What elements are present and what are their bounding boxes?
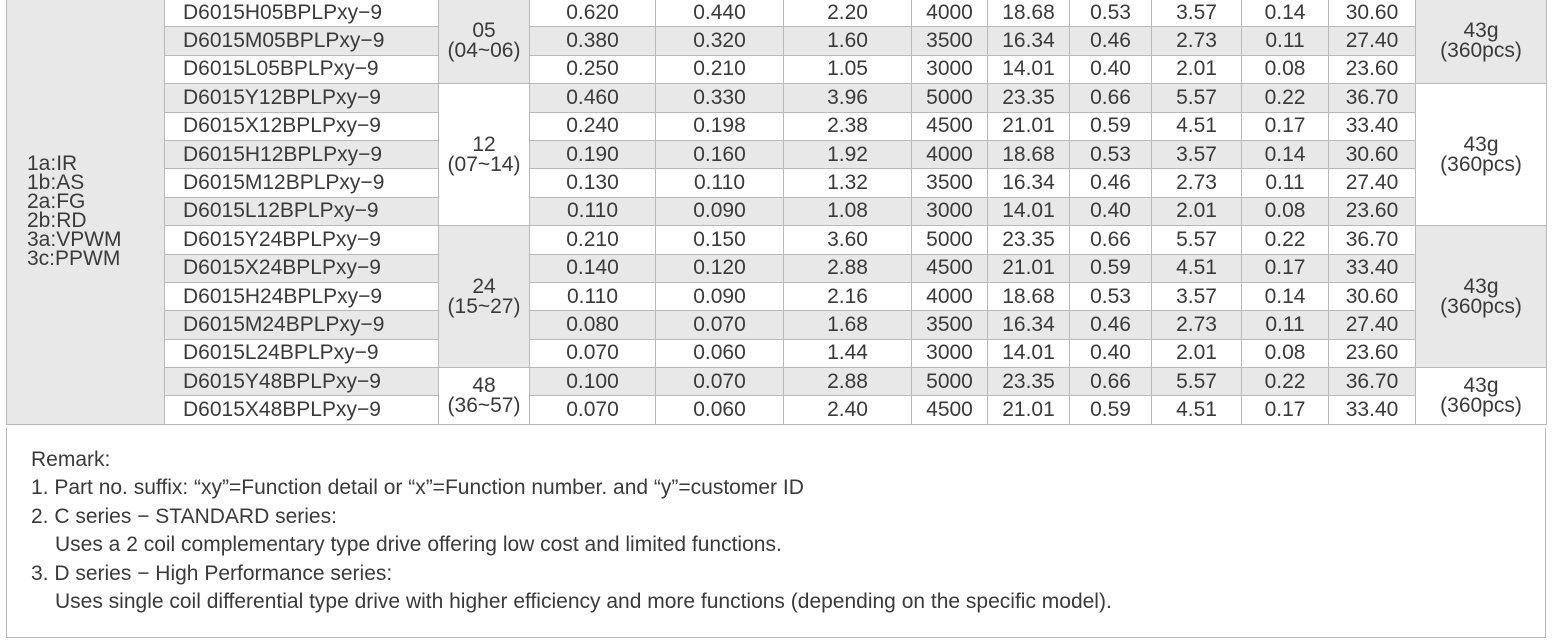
pressure-inh2o-cell: 0.17 xyxy=(1242,396,1329,424)
part-number-cell: D6015L05BPLPxy−9 xyxy=(165,55,439,83)
rated-voltage: 05 xyxy=(472,19,496,43)
pressure-inh2o-cell: 0.11 xyxy=(1242,27,1329,55)
table-row xyxy=(7,226,1547,254)
airflow-cfm-cell: 18.68 xyxy=(988,0,1070,27)
airflow-cfm-cell: 21.01 xyxy=(988,254,1070,282)
airflow-cmm-cell: 0.53 xyxy=(1070,0,1152,27)
pack-quantity: (360pcs) xyxy=(1440,294,1522,318)
airflow-cfm-cell: 14.01 xyxy=(988,197,1070,225)
pressure-mmh2o-cell: 2.01 xyxy=(1152,339,1242,367)
speed-cell: 3500 xyxy=(912,27,988,55)
rated-voltage: 12 xyxy=(472,132,496,156)
weight-cell xyxy=(1416,0,1547,84)
table-row xyxy=(7,197,1547,225)
pressure-mmh2o-cell: 5.57 xyxy=(1152,84,1242,112)
part-number-cell: D6015X12BPLPxy−9 xyxy=(165,112,439,140)
airflow-cmm-cell: 0.66 xyxy=(1070,84,1152,112)
speed-cell: 5000 xyxy=(912,368,988,396)
pressure-inh2o-cell: 0.17 xyxy=(1242,254,1329,282)
airflow-cmm-cell: 0.46 xyxy=(1070,27,1152,55)
pressure-inh2o-cell: 0.08 xyxy=(1242,339,1329,367)
rated-voltage-cell xyxy=(439,0,530,84)
power-cell: 3.96 xyxy=(784,84,912,112)
airflow-cmm-cell: 0.40 xyxy=(1070,55,1152,83)
rated-current-cell: 0.140 xyxy=(530,254,656,282)
noise-cell: 23.60 xyxy=(1329,197,1416,225)
current-cell: 0.110 xyxy=(656,169,784,197)
table-row xyxy=(7,368,1547,396)
airflow-cfm-cell: 14.01 xyxy=(988,339,1070,367)
speed-cell: 5000 xyxy=(912,226,988,254)
table-row xyxy=(7,84,1547,112)
airflow-cmm-cell: 0.59 xyxy=(1070,112,1152,140)
weight: 43g xyxy=(1463,373,1499,397)
current-cell: 0.090 xyxy=(656,197,784,225)
power-cell: 2.88 xyxy=(784,368,912,396)
airflow-cfm-cell: 16.34 xyxy=(988,169,1070,197)
airflow-cfm-cell: 18.68 xyxy=(988,282,1070,310)
airflow-cfm-cell: 23.35 xyxy=(988,84,1070,112)
rated-voltage-cell xyxy=(439,84,530,226)
current-cell: 0.150 xyxy=(656,226,784,254)
current-cell: 0.060 xyxy=(656,339,784,367)
current-cell: 0.160 xyxy=(656,140,784,168)
spec-table-body xyxy=(7,0,1547,424)
rated-voltage-cell xyxy=(439,368,530,425)
power-cell: 1.60 xyxy=(784,27,912,55)
pressure-mmh2o-cell: 3.57 xyxy=(1152,0,1242,27)
rated-current-cell: 0.380 xyxy=(530,27,656,55)
speed-cell: 4500 xyxy=(912,254,988,282)
current-cell: 0.070 xyxy=(656,311,784,339)
pack-quantity: (360pcs) xyxy=(1440,39,1522,63)
pressure-inh2o-cell: 0.11 xyxy=(1242,169,1329,197)
noise-cell: 27.40 xyxy=(1329,311,1416,339)
speed-cell: 4000 xyxy=(912,0,988,27)
remark-line-4: 3. D series − High Performance series: xyxy=(31,561,393,585)
remark-line-5: Uses single coil differential type drive with higher efficiency and more functions (depending on the specific model). xyxy=(55,590,1112,614)
rated-current-cell: 0.130 xyxy=(530,169,656,197)
table-row xyxy=(7,311,1547,339)
rated-voltage: 24 xyxy=(472,274,496,298)
voltage-range: (04~06) xyxy=(447,39,521,63)
airflow-cmm-cell: 0.59 xyxy=(1070,396,1152,424)
power-cell: 3.60 xyxy=(784,226,912,254)
function-code: 1b:AS xyxy=(27,171,85,195)
pressure-inh2o-cell: 0.14 xyxy=(1242,140,1329,168)
airflow-cmm-cell: 0.53 xyxy=(1070,282,1152,310)
current-cell: 0.210 xyxy=(656,55,784,83)
speed-cell: 4500 xyxy=(912,396,988,424)
current-cell: 0.120 xyxy=(656,254,784,282)
pack-quantity: (360pcs) xyxy=(1440,152,1522,176)
remarks-section xyxy=(6,428,1546,638)
part-number-cell: D6015Y24BPLPxy−9 xyxy=(165,226,439,254)
current-cell: 0.330 xyxy=(656,84,784,112)
table-row xyxy=(7,339,1547,367)
table-row xyxy=(7,112,1547,140)
noise-cell: 33.40 xyxy=(1329,396,1416,424)
noise-cell: 30.60 xyxy=(1329,140,1416,168)
pressure-inh2o-cell: 0.08 xyxy=(1242,55,1329,83)
power-cell: 1.32 xyxy=(784,169,912,197)
airflow-cfm-cell: 23.35 xyxy=(988,368,1070,396)
function-codes-cell xyxy=(7,0,165,424)
voltage-range: (15~27) xyxy=(447,294,521,318)
weight: 43g xyxy=(1463,19,1499,43)
rated-current-cell: 0.240 xyxy=(530,112,656,140)
part-number-cell: D6015X24BPLPxy−9 xyxy=(165,254,439,282)
table-row xyxy=(7,0,1547,27)
pressure-mmh2o-cell: 4.51 xyxy=(1152,112,1242,140)
part-number-cell: D6015X48BPLPxy−9 xyxy=(165,396,439,424)
table-row xyxy=(7,140,1547,168)
pressure-mmh2o-cell: 4.51 xyxy=(1152,254,1242,282)
pressure-inh2o-cell: 0.14 xyxy=(1242,0,1329,27)
airflow-cmm-cell: 0.59 xyxy=(1070,254,1152,282)
airflow-cmm-cell: 0.66 xyxy=(1070,226,1152,254)
pressure-mmh2o-cell: 5.57 xyxy=(1152,226,1242,254)
weight: 43g xyxy=(1463,132,1499,156)
part-number-cell: D6015H05BPLPxy−9 xyxy=(165,0,439,27)
weight-cell xyxy=(1416,368,1547,425)
noise-cell: 36.70 xyxy=(1329,226,1416,254)
table-row xyxy=(7,254,1547,282)
airflow-cmm-cell: 0.40 xyxy=(1070,197,1152,225)
rated-voltage-cell xyxy=(439,226,530,368)
table-row xyxy=(7,27,1547,55)
pressure-mmh2o-cell: 2.73 xyxy=(1152,169,1242,197)
pressure-inh2o-cell: 0.22 xyxy=(1242,226,1329,254)
function-code: 3c:PPWM xyxy=(27,247,121,271)
speed-cell: 5000 xyxy=(912,84,988,112)
airflow-cfm-cell: 23.35 xyxy=(988,226,1070,254)
speed-cell: 4000 xyxy=(912,282,988,310)
airflow-cfm-cell: 16.34 xyxy=(988,27,1070,55)
noise-cell: 36.70 xyxy=(1329,368,1416,396)
remark-line-1: 1. Part no. suffix: “xy”=Function detail or “x”=Function number. and “y”=customer ID xyxy=(31,476,804,500)
remark-line-2: 2. C series − STANDARD series: xyxy=(31,504,337,528)
function-code: 3a:VPWM xyxy=(27,228,122,252)
speed-cell: 4500 xyxy=(912,112,988,140)
current-cell: 0.320 xyxy=(656,27,784,55)
part-number-cell: D6015M12BPLPxy−9 xyxy=(165,169,439,197)
table-row xyxy=(7,169,1547,197)
speed-cell: 4000 xyxy=(912,140,988,168)
noise-cell: 27.40 xyxy=(1329,169,1416,197)
pressure-inh2o-cell: 0.08 xyxy=(1242,197,1329,225)
rated-current-cell: 0.070 xyxy=(530,339,656,367)
voltage-range: (36~57) xyxy=(447,393,521,417)
part-number-cell: D6015L12BPLPxy−9 xyxy=(165,197,439,225)
airflow-cmm-cell: 0.40 xyxy=(1070,339,1152,367)
power-cell: 1.08 xyxy=(784,197,912,225)
pressure-mmh2o-cell: 4.51 xyxy=(1152,396,1242,424)
pressure-mmh2o-cell: 2.73 xyxy=(1152,27,1242,55)
speed-cell: 3500 xyxy=(912,169,988,197)
pressure-mmh2o-cell: 3.57 xyxy=(1152,282,1242,310)
part-number-cell: D6015H24BPLPxy−9 xyxy=(165,282,439,310)
airflow-cfm-cell: 21.01 xyxy=(988,112,1070,140)
rated-current-cell: 0.460 xyxy=(530,84,656,112)
power-cell: 2.16 xyxy=(784,282,912,310)
power-cell: 1.92 xyxy=(784,140,912,168)
noise-cell: 30.60 xyxy=(1329,282,1416,310)
airflow-cmm-cell: 0.46 xyxy=(1070,311,1152,339)
pack-quantity: (360pcs) xyxy=(1440,393,1522,417)
power-cell: 2.38 xyxy=(784,112,912,140)
rated-current-cell: 0.110 xyxy=(530,282,656,310)
rated-current-cell: 0.080 xyxy=(530,311,656,339)
part-number-cell: D6015H12BPLPxy−9 xyxy=(165,140,439,168)
current-cell: 0.070 xyxy=(656,368,784,396)
pressure-inh2o-cell: 0.22 xyxy=(1242,84,1329,112)
rated-current-cell: 0.250 xyxy=(530,55,656,83)
remark-line-3: Uses a 2 coil complementary type drive offering low cost and limited functions. xyxy=(55,533,782,557)
rated-current-cell: 0.620 xyxy=(530,0,656,27)
power-cell: 1.44 xyxy=(784,339,912,367)
table-row xyxy=(7,282,1547,310)
noise-cell: 36.70 xyxy=(1329,84,1416,112)
table-row xyxy=(7,396,1547,424)
rated-current-cell: 0.070 xyxy=(530,396,656,424)
airflow-cmm-cell: 0.66 xyxy=(1070,368,1152,396)
noise-cell: 33.40 xyxy=(1329,112,1416,140)
part-number-cell: D6015L24BPLPxy−9 xyxy=(165,339,439,367)
part-number-cell: D6015Y12BPLPxy−9 xyxy=(165,84,439,112)
function-code: 1a:IR xyxy=(27,152,78,176)
airflow-cfm-cell: 14.01 xyxy=(988,55,1070,83)
airflow-cmm-cell: 0.53 xyxy=(1070,140,1152,168)
noise-cell: 30.60 xyxy=(1329,0,1416,27)
pressure-inh2o-cell: 0.22 xyxy=(1242,368,1329,396)
speed-cell: 3500 xyxy=(912,311,988,339)
pressure-mmh2o-cell: 2.01 xyxy=(1152,197,1242,225)
airflow-cfm-cell: 18.68 xyxy=(988,140,1070,168)
power-cell: 2.20 xyxy=(784,0,912,27)
table-row xyxy=(7,55,1547,83)
airflow-cfm-cell: 21.01 xyxy=(988,396,1070,424)
noise-cell: 23.60 xyxy=(1329,339,1416,367)
weight: 43g xyxy=(1463,274,1499,298)
part-number-cell: D6015Y48BPLPxy−9 xyxy=(165,368,439,396)
rated-current-cell: 0.210 xyxy=(530,226,656,254)
power-cell: 1.68 xyxy=(784,311,912,339)
pressure-mmh2o-cell: 2.01 xyxy=(1152,55,1242,83)
part-number-cell: D6015M24BPLPxy−9 xyxy=(165,311,439,339)
airflow-cmm-cell: 0.46 xyxy=(1070,169,1152,197)
remarks-heading: Remark: xyxy=(31,448,111,471)
pressure-mmh2o-cell: 2.73 xyxy=(1152,311,1242,339)
spec-table xyxy=(6,0,1547,425)
noise-cell: 33.40 xyxy=(1329,254,1416,282)
rated-current-cell: 0.100 xyxy=(530,368,656,396)
airflow-cfm-cell: 16.34 xyxy=(988,311,1070,339)
rated-current-cell: 0.110 xyxy=(530,197,656,225)
current-cell: 0.198 xyxy=(656,112,784,140)
weight-cell xyxy=(1416,226,1547,368)
current-cell: 0.440 xyxy=(656,0,784,27)
function-code: 2b:RD xyxy=(27,209,87,233)
pressure-inh2o-cell: 0.11 xyxy=(1242,311,1329,339)
power-cell: 2.40 xyxy=(784,396,912,424)
part-number-cell: D6015M05BPLPxy−9 xyxy=(165,27,439,55)
pressure-mmh2o-cell: 5.57 xyxy=(1152,368,1242,396)
function-code: 2a:FG xyxy=(27,190,86,214)
current-cell: 0.060 xyxy=(656,396,784,424)
pressure-mmh2o-cell: 3.57 xyxy=(1152,140,1242,168)
weight-cell xyxy=(1416,84,1547,226)
noise-cell: 27.40 xyxy=(1329,27,1416,55)
voltage-range: (07~14) xyxy=(447,152,521,176)
power-cell: 1.05 xyxy=(784,55,912,83)
rated-current-cell: 0.190 xyxy=(530,140,656,168)
speed-cell: 3000 xyxy=(912,55,988,83)
speed-cell: 3000 xyxy=(912,339,988,367)
power-cell: 2.88 xyxy=(784,254,912,282)
pressure-inh2o-cell: 0.14 xyxy=(1242,282,1329,310)
noise-cell: 23.60 xyxy=(1329,55,1416,83)
current-cell: 0.090 xyxy=(656,282,784,310)
pressure-inh2o-cell: 0.17 xyxy=(1242,112,1329,140)
rated-voltage: 48 xyxy=(472,373,496,397)
speed-cell: 3000 xyxy=(912,197,988,225)
